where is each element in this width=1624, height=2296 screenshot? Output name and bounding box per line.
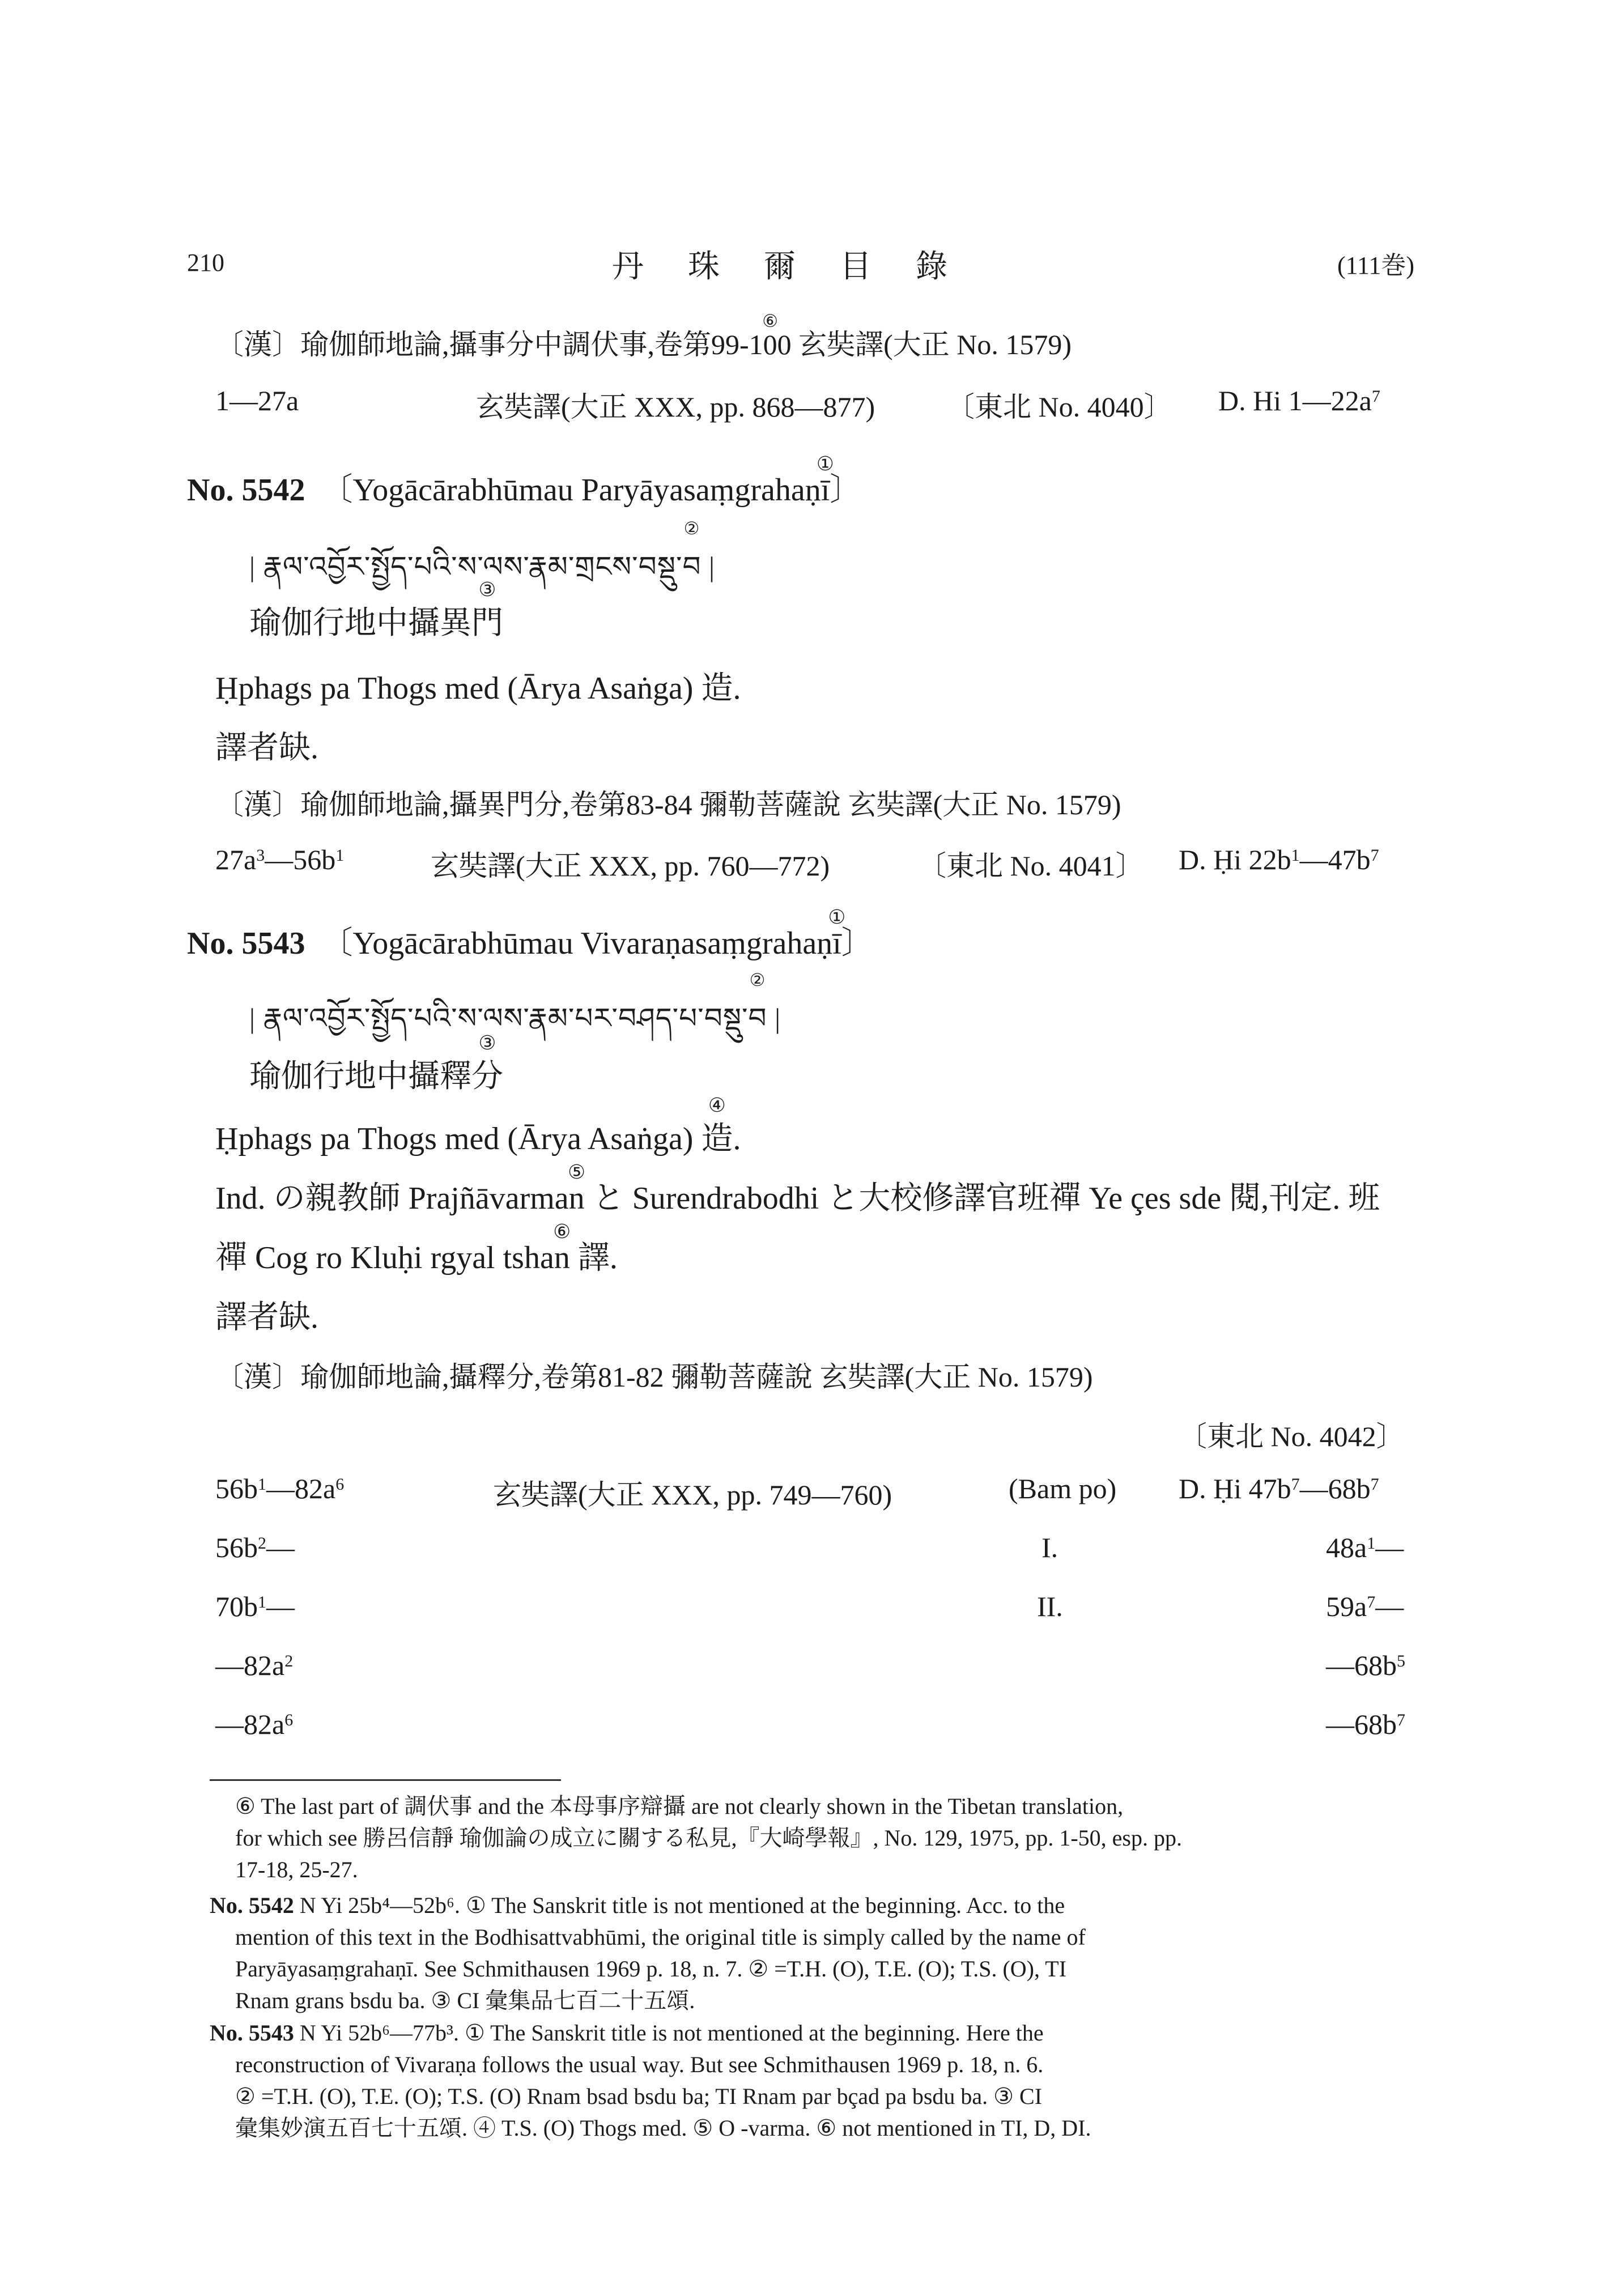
folio-range: $27a^3—56b^1$ <box>215 844 345 875</box>
tohoku-ref: 〔東北 No. 4042〕 <box>1179 1421 1405 1452</box>
translator-line: 譯者缺. <box>215 730 318 766</box>
page-title: 丹 珠 爾 目 錄 <box>612 249 949 284</box>
bam-po: I. <box>1041 1532 1058 1563</box>
chinese-title: 瑜伽行地中攝異門 ③ <box>249 578 503 641</box>
derge-ref: $48a^1—$ <box>1326 1532 1404 1563</box>
footnote-marker: ⑥ <box>762 311 779 331</box>
footnote-label: No. 5542 <box>210 1893 294 1918</box>
prev-circ-text: 100 <box>749 329 792 360</box>
reviser-line: Ind. の親教師 Prajñāvarman ⑤ と Surendrabodhi と大校修譯官班禪 Ye çes sde 閱,刊定. 班 <box>215 1160 1380 1216</box>
footnote-marker: ① <box>816 452 835 475</box>
table-row: $—82a^2$ <box>215 1649 294 1681</box>
footnote-marker: ① <box>828 905 846 928</box>
footnote-marker: ② <box>683 518 700 539</box>
entry-number: No. 5543 <box>187 926 305 961</box>
footnote-5543: No. 5543 N Yi 52b⁶—77b³. ① The Sanskrit title is not mentioned at the beginning. Here the reconstruction of Vivaraṇa follows the usual way. But see Schmithausen 1969 p. 18, n. 6. ② =T.H. (O), T.E. (O); T.S. (O) Rnam bsad bsdu ba; TI Rnam par bçad pa bsdu ba. ③ CI 彙集妙演五百七十五頌. ④ T.S. (O) Thogs med. ⑤ O -varma. ⑥ not mentioned in TI, D, DI. <box>210 2020 1091 2141</box>
translation-ref: 玄奘譯(大正 XXX, pp. 749—760) <box>493 1479 892 1511</box>
translation-ref: 玄奘譯(大正 XXX, pp. 760—772) <box>431 850 830 882</box>
footnote-marker: ④ <box>708 1094 726 1116</box>
chinese-ref: 〔漢〕瑜伽師地論,攝異門分,卷第83-84 彌勒菩薩說 玄奘譯(大正 No. 1579) <box>215 789 1121 820</box>
entry-5542-heading: No. 5542 〔Yogācārabhūmau Paryāyasaṃgrahaṇī ① 〕 <box>187 452 862 508</box>
volume-label: (111巻) <box>1337 252 1415 279</box>
prev-chinese-ref: 〔漢〕瑜伽師地論,攝事分中調伏事,卷第99-100 ⑥ 玄奘譯(大正 No. 1579) <box>215 311 1072 360</box>
footnote-rule <box>210 1779 561 1781</box>
footnote-marker: ⑥ <box>553 1220 571 1243</box>
prev-tohoku: 〔東北 No. 4040〕 <box>946 391 1172 423</box>
translator-name-line: 禪 Cog ro Kluḥi rgyal tshan ⑥ 譯. <box>215 1220 618 1275</box>
footnote-6: ⑥ The last part of 調伏事 and the 本母事序辯攝 are not clearly shown in the Tibetan translation, for which see 勝呂信靜 瑜伽論の成立に關する私見,『大崎學報』, No. 129, 1975, pp. 1-50, esp. pp. 17-18, 25-27. <box>235 1793 1182 1882</box>
derge-ref: $—68b^5$ <box>1326 1649 1405 1681</box>
page-number: 210 <box>187 249 224 277</box>
chinese-ref: 〔漢〕瑜伽師地論,攝釋分,卷第81-82 彌勒菩薩說 玄奘譯(大正 No. 1579) <box>215 1361 1093 1393</box>
prev-translation: 玄奘譯(大正 XXX, pp. 868—877) <box>476 391 875 423</box>
footnote-marker: ③ <box>478 1031 496 1054</box>
tibetan-title: | རྣལ་འབྱོར་སྤྱོད་པའི་ས་ལས་རྣམ་པར་བཤད་པ་བསྡུ་བ ② | <box>249 970 781 1034</box>
chinese-title: 瑜伽行地中攝釋分 ③ <box>249 1031 503 1094</box>
author-line: Ḥphags pa Thogs med (Ārya Asaṅga) 造. <box>215 671 741 706</box>
tohoku-ref: 〔東北 No. 4041〕 <box>918 850 1144 882</box>
table-row: $—82a^6$ <box>215 1708 294 1740</box>
derge-ref: $—68b^7$ <box>1326 1708 1405 1740</box>
table-row: $56b^1—82a^6$ <box>215 1473 345 1504</box>
derge-ref: D. Ḥi $22b^1—47b^7$ <box>1179 844 1379 875</box>
bam-po: (Bam po) <box>1009 1473 1117 1504</box>
derge-ref: D. Ḥi $47b^7—68b^7$ <box>1179 1473 1379 1504</box>
entry-number: No. 5542 <box>187 473 305 508</box>
derge-ref: $59a^7—$ <box>1326 1591 1404 1622</box>
tibetan-title: | རྣལ་འབྱོར་སྤྱོད་པའི་ས་ལས་རྣམ་གྲངས་བསྡུ་བ ② | <box>249 518 716 582</box>
footnote-marker: ② <box>749 970 766 990</box>
footnote-5542: No. 5542 N Yi 25b⁴—52b⁶. ① The Sanskrit title is not mentioned at the beginning. Acc. to the mention of this text in the Bodhisattvabhūmi, the original title is simply called by the name of Paryāyasaṃgrahaṇī. See Schmithausen 1969 p. 18, n. 7. ② =T.H. (O), T.E. (O); T.S. (O), TI Rnam grans bsdu ba. ③ CI 彙集品七百二十五頌. <box>210 1893 1086 2013</box>
author-line: Ḥphags pa Thogs med (Ārya Asaṅga) 造 ④ . <box>215 1094 741 1156</box>
footnote-marker: ⑤ <box>568 1160 586 1183</box>
translator-line: 譯者缺. <box>215 1300 318 1335</box>
prev-folio: 1—27a <box>215 385 299 416</box>
footnote-label: No. 5543 <box>210 2020 294 2046</box>
prev-derge: D. Hi $1—22a^7$ <box>1218 385 1380 416</box>
bam-po: II. <box>1037 1591 1063 1622</box>
table-row: $70b^1—$ <box>215 1591 295 1622</box>
entry-5543-heading: No. 5543 〔Yogācārabhūmau Vivaraṇasaṃgrahaṇī ① 〕 <box>187 905 873 961</box>
table-row: $56b^2—$ <box>215 1532 295 1563</box>
footnote-marker: ③ <box>478 578 496 601</box>
